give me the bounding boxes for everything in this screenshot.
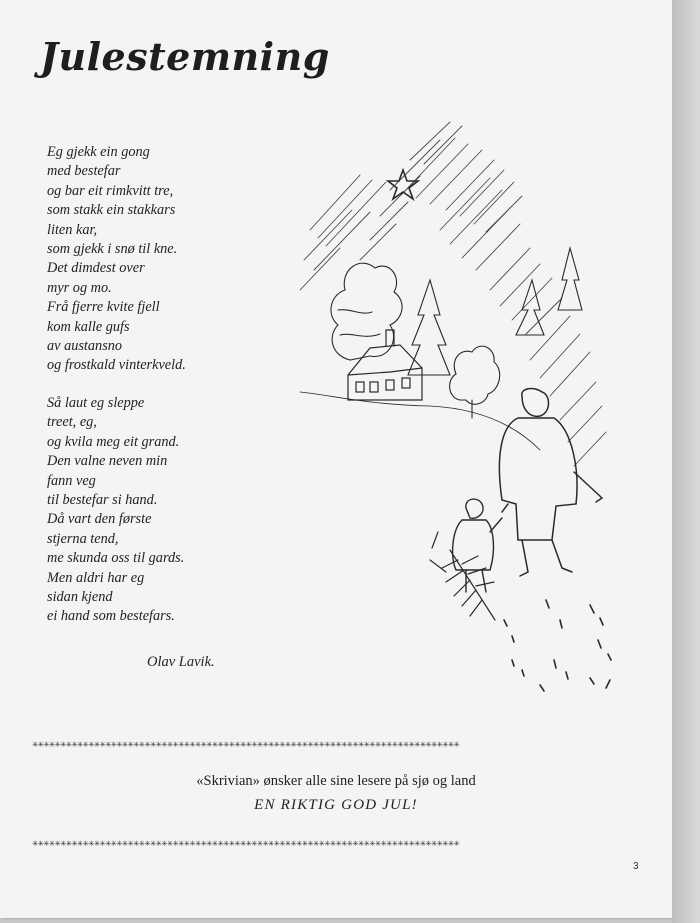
greeting-line-2: EN RIKTIG GOD JUL! <box>254 797 418 813</box>
page-edge-shadow <box>672 0 700 923</box>
poem-line: liten kar, <box>47 221 98 238</box>
poem-title: Julestemning <box>40 34 330 79</box>
poem-line: Den valne neven min <box>47 453 168 470</box>
poem-line: fann veg <box>47 472 96 489</box>
sky-hatching <box>300 122 606 466</box>
poem-line: som gjekk i snø til kne. <box>47 241 178 258</box>
poem-line: og kvila meg eit grand. <box>47 433 180 450</box>
star-divider-bottom: ✳✳✳✳✳✳✳✳✳✳✳✳✳✳✳✳✳✳✳✳✳✳✳✳✳✳✳✳✳✳✳✳✳✳✳✳✳✳✳✳✳✳✳✳✳✳✳✳✳✳✳✳✳✳✳✳✳✳✳✳✳✳✳✳✳✳✳✳✳✳✳✳✳✳✳✳ <box>32 838 460 849</box>
poem-line: til bestefar si hand. <box>47 492 158 509</box>
star-divider-top: ✳✳✳✳✳✳✳✳✳✳✳✳✳✳✳✳✳✳✳✳✳✳✳✳✳✳✳✳✳✳✳✳✳✳✳✳✳✳✳✳✳✳✳✳✳✳✳✳✳✳✳✳✳✳✳✳✳✳✳✳✳✳✳✳✳✳✳✳✳✳✳✳✳✳✳✳ <box>32 739 460 750</box>
small-tree <box>430 532 495 620</box>
poem-line: kom kalle gufs <box>47 318 130 335</box>
poem-line: og frostkald vinterkveld. <box>47 357 186 374</box>
greeting-line-1: «Skrivian» ønsker alle sine lesere på sjø og land <box>196 773 476 789</box>
star-shape <box>388 170 418 199</box>
poem-line: me skunda oss til gards. <box>47 550 185 567</box>
poem-line: sidan kjend <box>47 589 113 606</box>
footprints <box>504 600 611 691</box>
poem-line: som stakk ein stakkars <box>47 202 176 219</box>
poem-line: treet, eg, <box>47 414 97 431</box>
house-shape <box>348 330 422 400</box>
poem-line: Frå fjerre kvite fjell <box>47 299 160 316</box>
child-figure <box>453 499 502 592</box>
poem-line: med bestefar <box>47 163 121 180</box>
poem-line: Så laut eg sleppe <box>47 395 145 411</box>
poem-author: Olav Lavik. <box>147 654 215 670</box>
page-number: 3 <box>633 861 639 872</box>
poem-line: myr og mo. <box>47 279 112 296</box>
poem-line: av austansno <box>47 338 123 355</box>
grandfather-figure <box>499 389 602 576</box>
poem-line: stjerna tend, <box>47 530 119 547</box>
poem-line: ei hand som bestefars. <box>47 608 175 625</box>
poem-line: Det dimdest over <box>47 260 145 277</box>
poem-line: Då vart den første <box>47 511 152 528</box>
poem-stanza-1 <box>47 143 186 376</box>
winter-walk-illustration <box>290 120 620 700</box>
poem-line: Eg gjekk ein gong <box>47 144 150 160</box>
poem-stanza-2 <box>47 394 184 627</box>
poem-line: og bar eit rimkvitt tre, <box>47 182 174 199</box>
poem-line: Men aldri har eg <box>47 569 145 586</box>
